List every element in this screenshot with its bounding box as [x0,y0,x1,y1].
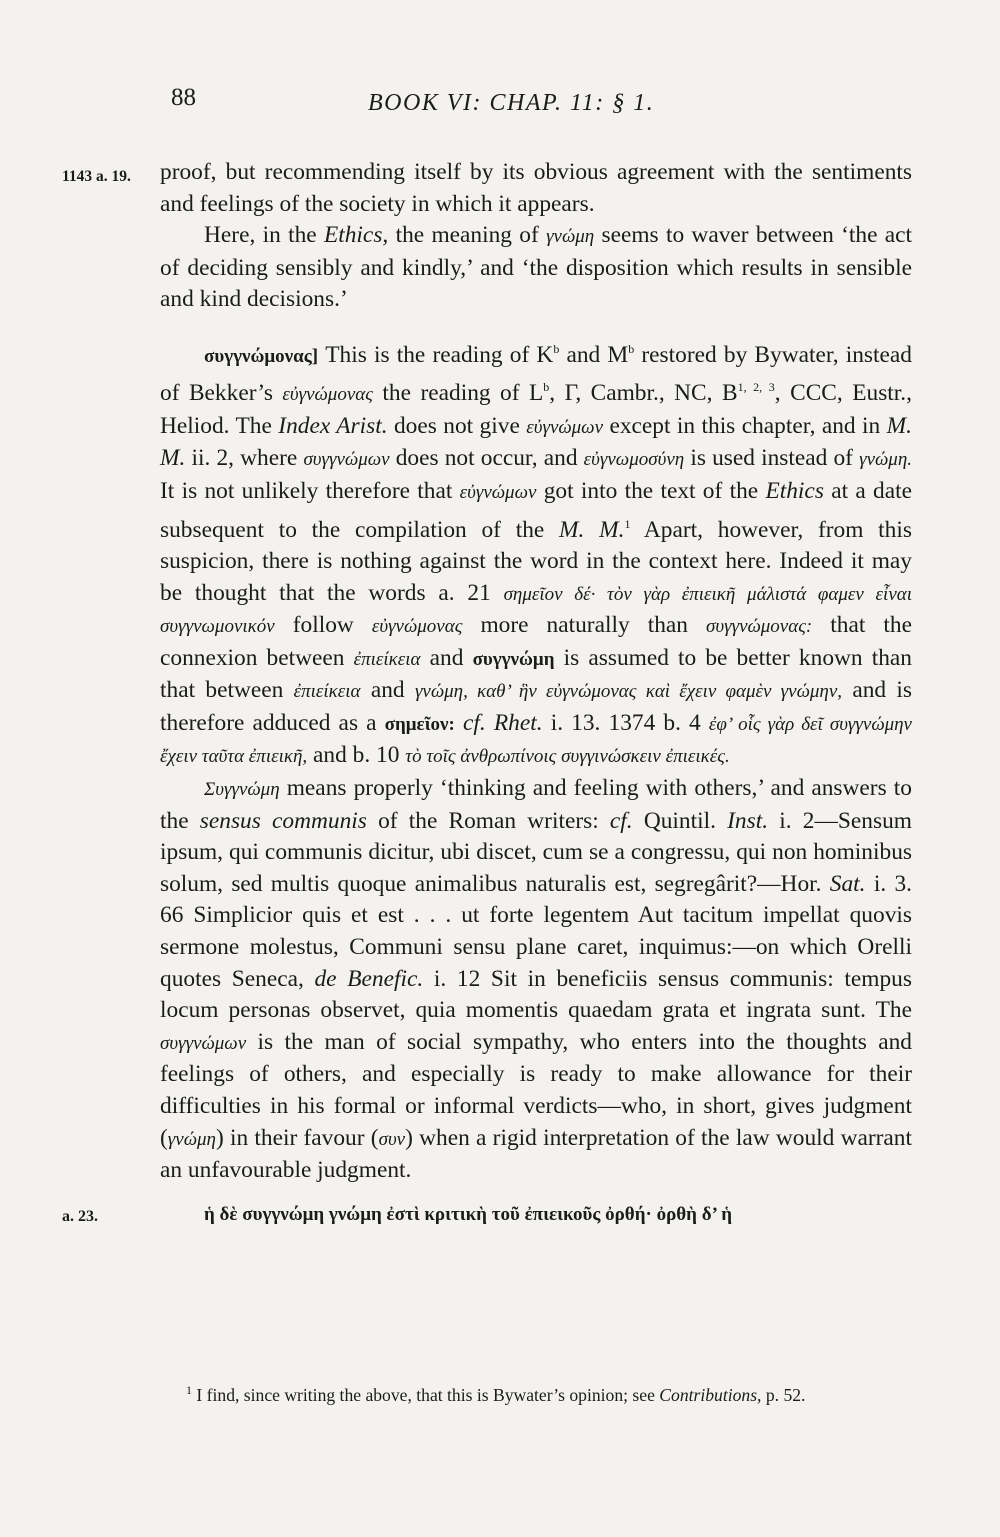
text-run: and M [559,341,629,368]
greek-quotation: ἐφ’ οἷς γὰρ δεῖ συγγνώμην ἔχειν ταῦτα ἐπιεικῆ, [160,713,912,768]
greek-quotation: τὸ τοῖς ἀνθρωπίνοις συγγινώσκειν ἐπιεικές. [405,746,730,768]
text-run: Quintil. [632,807,728,834]
greek-term: εὐγνώμων [526,416,604,438]
main-text [62,157,913,1230]
text-run: i. 13. 1374 b. 4 [542,709,709,736]
greek-term: γνώμη [546,226,595,248]
text-run: , CCC, Eustr., Heliod. The [160,380,912,439]
text-run: and [420,644,473,671]
superscript: b [628,341,635,356]
text-run: I find, since writing the above, that this is Bywater’s opinion; see [192,1384,660,1405]
text-run: ii. 2, where [185,445,304,472]
text-run: more naturally than [462,612,707,639]
italic-citation: Inst. [727,807,769,834]
text-run: Here, in the [204,222,324,249]
text-run: Apart, however, from this suspicion, there is nothing against the word in the context here. Indeed it may be thought that the words a. 21 [160,516,912,606]
footnote-number: 1 [186,1383,192,1397]
running-head: BOOK VI: CHAP. 11: § 1. [368,90,655,116]
text-run: except in this chapter, and in [603,412,887,439]
greek-term: συν [378,1128,406,1150]
italic-title: Ethics, [323,222,389,249]
greek-term: Συγγνώμη [204,779,280,801]
greek-quotation: σημεῖον δέ· τὸν γὰρ ἐπιεικῆ μάλιστά φαμεν εἶναι συγγνωμονικόν [160,583,912,638]
text-run: , Γ, Cambr., NC, B [549,380,738,407]
greek-term: συγγνώμων [303,449,390,471]
italic-citation: Sat. [829,870,866,897]
greek-term: εὐγνώμονας [371,616,463,638]
italic-citation: cf. Rhet. [463,709,543,736]
text-run: is assumed to be better known than that between [160,644,912,704]
greek-term: σημεῖον: [384,713,455,735]
italic-title: M. M. [160,412,912,472]
italic-title: Index Arist. [278,412,388,439]
text-run: that the connexion between [160,612,912,671]
footnote-marker: 1 [624,516,631,531]
greek-term: γνώμη [167,1128,216,1150]
text-run: i. 2—Sensum ipsum, qui communis dicitur, ubi discet, cum se a congressu, qui non hominibus solum, sed multis quoque animalibus naturalis est, segregârit?—Hor. [160,807,912,897]
lemma: συγγνώμονας] [204,345,319,367]
margin-reference: a. 23. [62,1207,98,1225]
text-run: restored by Bywater, instead of Bekker’s [160,341,912,407]
italic-citation: cf. [609,807,633,834]
greek-term: γνώμη. [859,449,912,471]
greek-term: εὐγνώμων [459,481,537,503]
paragraph-commentary [160,334,912,773]
greek-term: εὐγνωμοσύνη [583,449,685,471]
margin-reference: 1143 a. 19. [62,168,131,185]
text-run: seems to waver between ‘the act of deciding sensibly and kindly,’ and ‘the disposition which results in sensible and kind decisions.’ [160,222,913,313]
text-run: means properly ‘thinking and feeling with others,’ and answers to the [160,775,912,834]
greek-term: συγγνώμονας: [706,616,813,638]
text-run: It is not unlikely therefore that [160,477,460,504]
text-run: the reading of L [372,380,544,407]
text-run: follow [274,612,372,639]
text-run: got into the text of the [536,477,766,504]
superscript: b [543,380,550,395]
italic-citation: de Benefic. [314,965,424,992]
text-run: is used instead of [684,445,860,472]
paragraph-continuation [62,157,912,220]
italic-title: Contributions, [659,1384,762,1405]
page-header [0,84,1000,124]
text-run: of the Roman writers: [366,807,610,834]
greek-term: εὐγνώμονας [282,384,373,406]
italic-title: M. M. [559,516,625,543]
superscript: b [553,341,560,356]
text-run: does not occur, and [389,445,584,472]
text-run: ) when a rigid interpretation of the law would warrant an unfavourable judgment. [160,1124,912,1184]
text-run [455,710,463,736]
text-run: proof, but recommending itself by its obvious agreement with the sentiments and feelings of the society in which it appears. [160,159,912,217]
paragraph-ethics [160,220,912,316]
text-run: This is the reading of K [318,341,554,368]
italic-term: sensus communis [199,807,367,834]
greek-term: ἐπιείκεια [293,681,361,703]
greek-term: συγγνώμη [472,648,555,670]
footnote [160,1378,912,1408]
text-run: and b. 10 [307,742,406,769]
text-run: the meaning of [388,222,547,249]
paragraph-syngnome [160,773,912,1187]
greek-term: ἐπιείκεια [353,648,421,670]
text-run: ) in their favour ( [215,1124,379,1151]
greek-lemma-line [62,1197,912,1231]
greek-quotation: ἡ δὲ συγγνώμη γνώμη ἐστὶ κριτικὴ τοῦ ἐπιεικοῦς ὀρθή· ὀρθὴ δ’ ἡ [204,1203,733,1225]
text-run: is the man of social sympathy, who enters into the thoughts and feelings of others, and especially is ready to make allowance for their difficulties in his formal or informal verdicts—who, in short, gives judgment ( [160,1028,912,1151]
text-run: and is therefore adduced as a [160,677,913,736]
superscript: 1, 2, 3 [737,380,775,395]
text-run: does not give [387,412,527,439]
greek-term: συγγνώμων [160,1032,247,1054]
text-run: and [360,677,415,704]
page-number: 88 [171,84,196,111]
text-run: at a date subsequent to the compilation of the [160,477,913,543]
greek-quotation: γνώμη, καθ’ ἣν εὐγνώμονας καὶ ἔχειν φαμὲν γνώμην, [414,681,843,703]
text-run: p. 52. [761,1384,806,1405]
text-run: i. 12 Sit in beneficiis sensus communis: tempus locum personas observet, quia momentis quaedam grata et ingrata sunt. The [160,965,912,1024]
text-run: i. 3. 66 Simplicior quis et est . . . ut forte legentem Aut tacitum impellat quovis sermone molestus, Communi sensu plane caret, inquimus:—on which Orelli quotes Seneca, [160,870,912,992]
italic-title: Ethics [765,477,824,504]
